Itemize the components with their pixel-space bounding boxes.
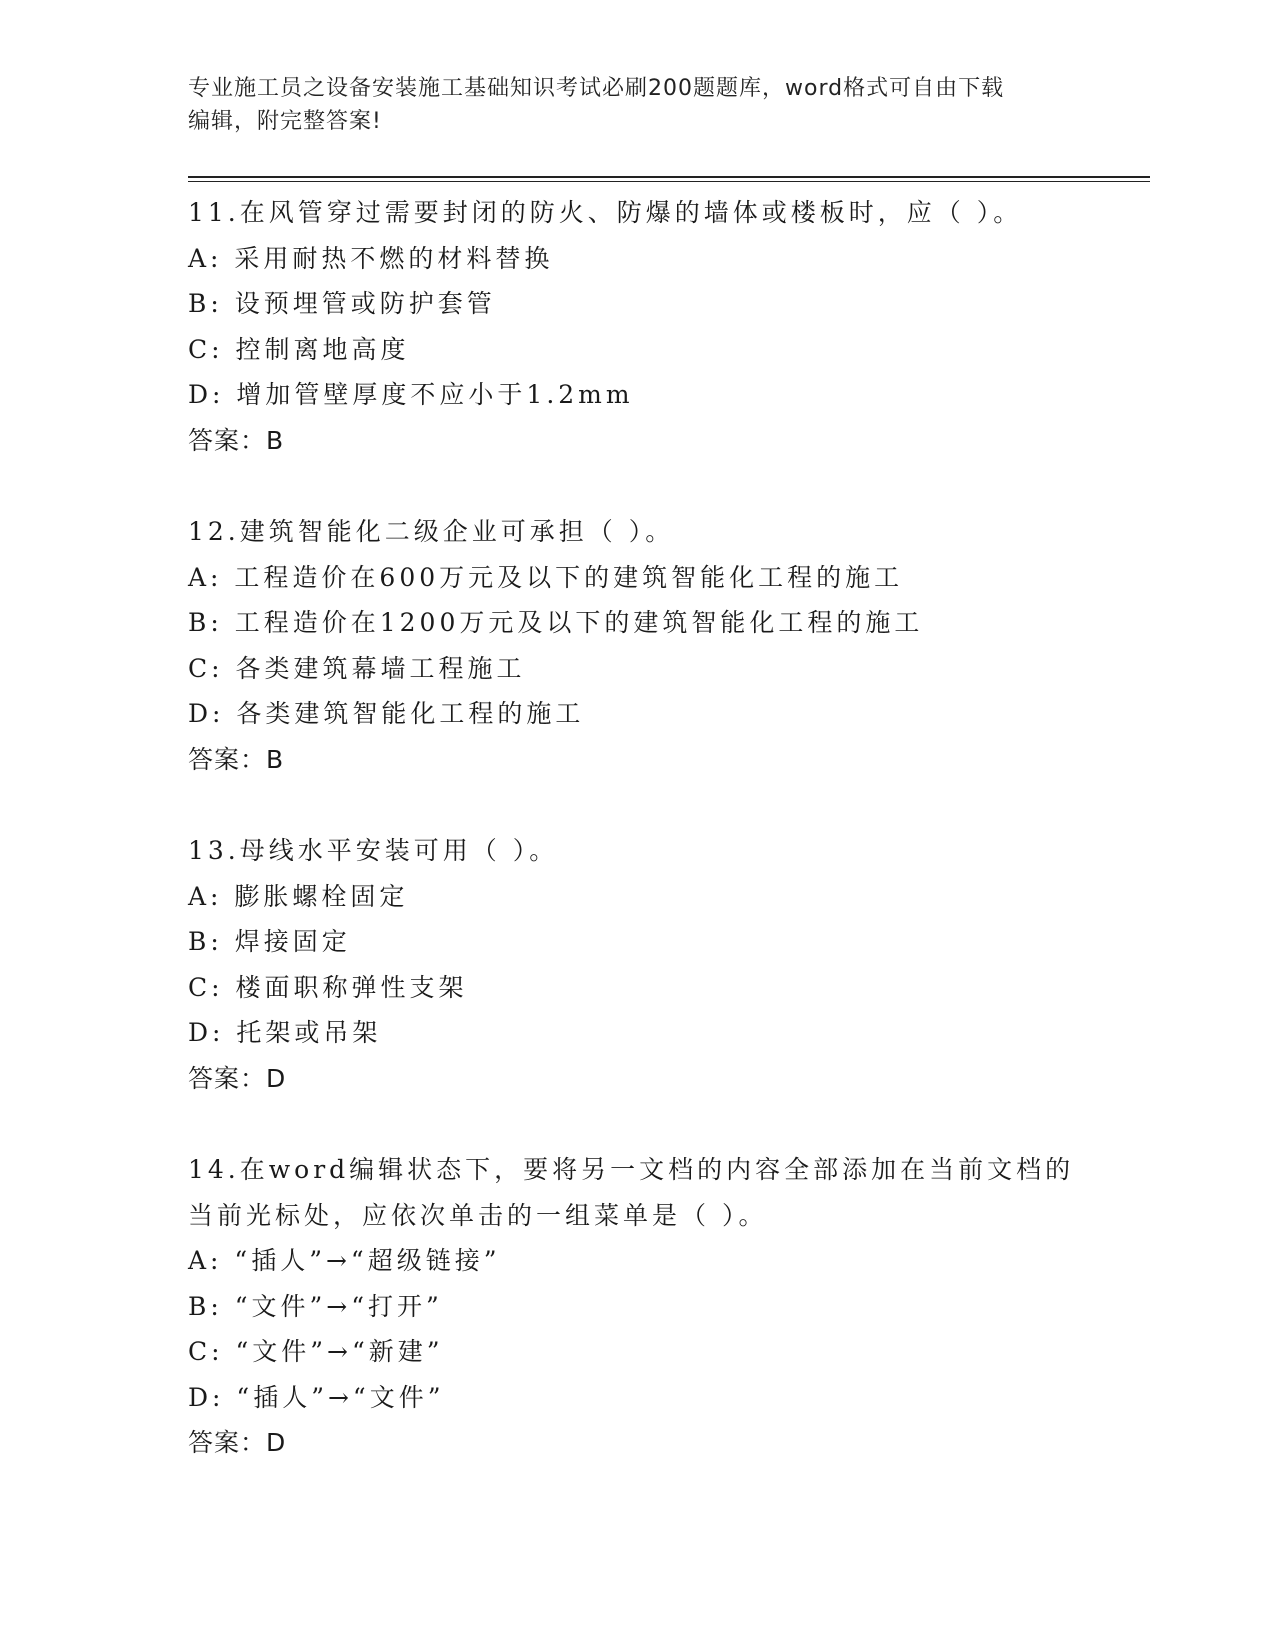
question-stem-line-2: 当前光标处，应依次单击的一组菜单是（ ）。 <box>188 1200 768 1230</box>
question-stem-line-1: 14.在word编辑状态下，要将另一文档的内容全部添加在当前文档的 <box>188 1155 1075 1184</box>
question-12 <box>188 509 1088 782</box>
question-stem: 13.母线水平安装可用（ ）。 <box>188 836 559 865</box>
question-11 <box>188 190 1088 463</box>
option-c: C: “文件”→“新建” <box>188 1337 444 1366</box>
option-b: B: 设预埋管或防护套管 <box>188 289 496 318</box>
answer: 答案：D <box>188 1063 287 1093</box>
header-rule-thick <box>188 176 1150 178</box>
question-stem: 11.在风管穿过需要封闭的防火、防爆的墙体或楼板时，应（ ）。 <box>188 198 1023 227</box>
option-b: B: 工程造价在1200万元及以下的建筑智能化工程的施工 <box>188 608 924 637</box>
question-13 <box>188 828 1088 1101</box>
answer: 答案：B <box>188 425 285 455</box>
header-rule-thin <box>188 181 1150 182</box>
option-c: C: 控制离地高度 <box>188 334 410 364</box>
option-a: A: 采用耐热不燃的材料替换 <box>188 243 554 273</box>
answer: 答案：D <box>188 1428 287 1457</box>
option-a: A: 工程造价在600万元及以下的建筑智能化工程的施工 <box>188 562 904 592</box>
option-c: C: 楼面职称弹性支架 <box>188 972 468 1002</box>
option-b: B: “文件”→“打开” <box>188 1291 443 1321</box>
document-header <box>188 72 1088 138</box>
option-d: D: 各类建筑智能化工程的施工 <box>188 699 585 728</box>
header-line-2: 编辑，附完整答案! <box>188 109 382 134</box>
option-d: D: 托架或吊架 <box>188 1018 382 1047</box>
question-list <box>188 190 1088 1512</box>
question-stem: 12.建筑智能化二级企业可承担（ ）。 <box>188 517 675 546</box>
answer: 答案：B <box>188 744 285 774</box>
option-a: A: 膨胀螺栓固定 <box>188 881 409 911</box>
option-d: D: 增加管壁厚度不应小于1.2mm <box>188 380 634 409</box>
question-14 <box>188 1147 1088 1466</box>
option-b: B: 焊接固定 <box>188 927 351 956</box>
option-d: D: “插人”→“文件” <box>188 1382 445 1412</box>
option-a: A: “插人”→“超级链接” <box>188 1246 501 1275</box>
header-line-1: 专业施工员之设备安装施工基础知识考试必刷200题题库，word格式可自由下载 <box>188 76 1005 101</box>
option-c: C: 各类建筑幕墙工程施工 <box>188 653 526 683</box>
